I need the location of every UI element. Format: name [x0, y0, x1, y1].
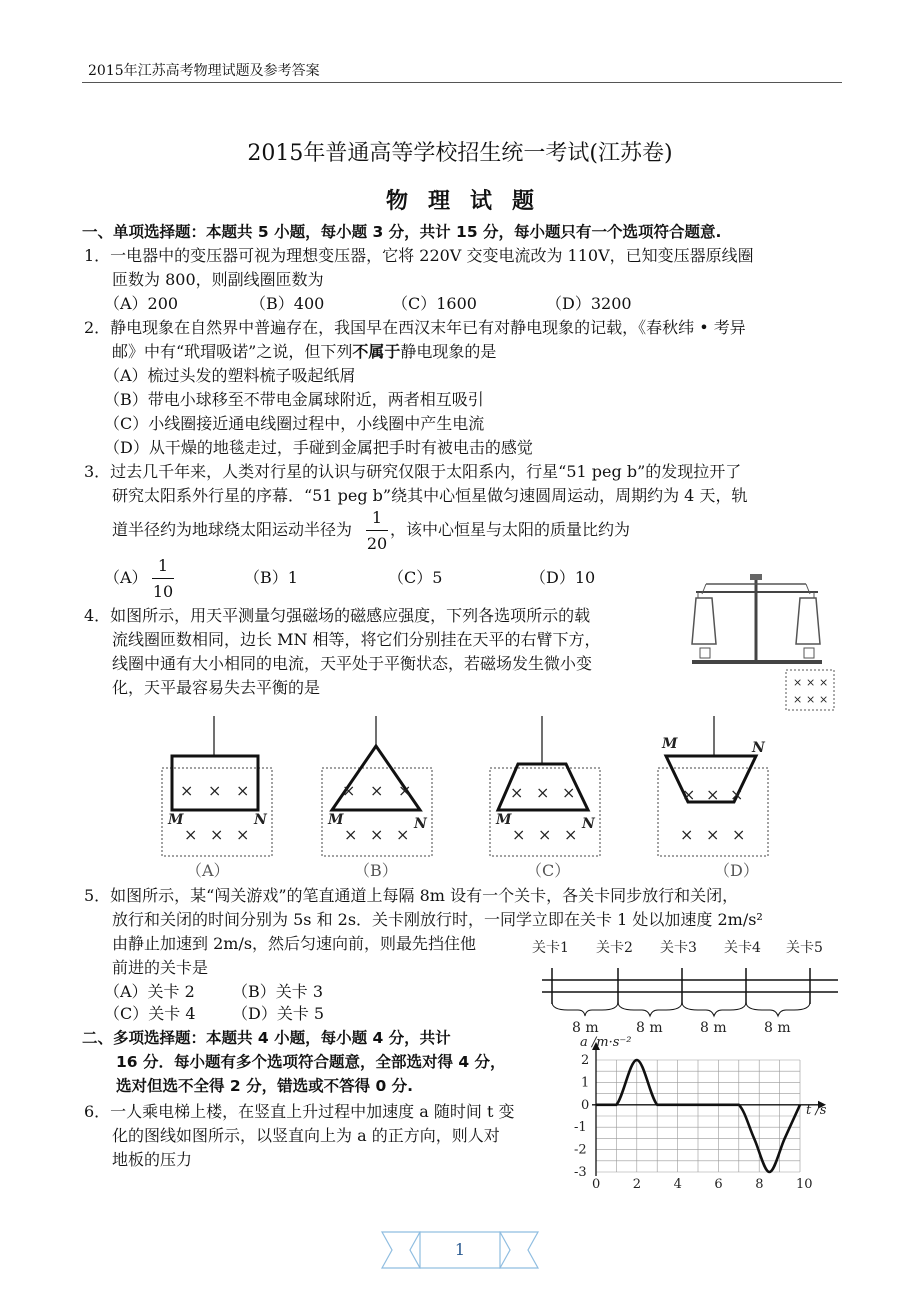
y-tick-label: -3: [574, 1165, 587, 1180]
field-mark: ×: [370, 825, 384, 844]
q2-option-a: （A）梳过头发的塑料梳子吸起纸屑: [104, 366, 356, 385]
q2-line1: 2．静电现象在自然界中普遍存在，我国早在西汉末年已有对静电现象的记载，《春秋纬 • 考异: [84, 318, 746, 337]
q1-option-d: （D）3200: [546, 294, 632, 313]
q6-line3: 地板的压力: [112, 1150, 193, 1169]
field-mark: ×: [564, 825, 578, 844]
header-rule: [82, 82, 842, 83]
gate-label-2: 关卡2: [596, 940, 633, 956]
exam-title: 2015年普通高等学校招生统一考试(江苏卷): [247, 141, 673, 166]
q2-option-c: （C）小线圈接近通电线圈过程中，小线圈中产生电流: [104, 414, 485, 433]
chart-x-label: t /s: [806, 1103, 827, 1118]
chart-tick-labels: [574, 1053, 813, 1192]
x-tick-label: 4: [673, 1177, 682, 1192]
coil-option-c-label: （C）: [526, 861, 571, 880]
q1-line1: 1．一电器中的变压器可视为理想变压器，它将 220V 交变电流改为 110V，已知变压器原线圈: [84, 246, 754, 265]
q3-option-a-den: 10: [152, 582, 174, 601]
y-tick-label: 2: [581, 1053, 590, 1068]
q2-option-d: （D）从干燥的地毯走过，手碰到金属把手时有被电击的感觉: [104, 438, 533, 457]
field-mark: ×: [184, 825, 198, 844]
chart-axes: [592, 1042, 826, 1176]
field-mark: ×: [512, 825, 526, 844]
y-tick-label: 1: [581, 1075, 590, 1091]
q5-line4: 前进的关卡是: [112, 958, 209, 977]
coil-option-c: [490, 716, 600, 880]
field-mark: ×: [806, 676, 816, 689]
label-n: N: [582, 816, 595, 832]
q3-frac-den: 20: [366, 534, 388, 553]
q1-option-c: （C）1600: [392, 294, 477, 313]
field-mark: ×: [819, 693, 829, 706]
label-m: M: [328, 812, 344, 828]
q5-line3: 由静止加速到 2m/s，然后匀速向前，则最先挡住他: [112, 934, 477, 953]
field-mark: ×: [236, 825, 250, 844]
q5-option-c: （C）关卡 4: [104, 1004, 196, 1023]
section2-line2: 16 分．每小题有多个选项符合题意，全部选对得 4 分，: [116, 1053, 506, 1071]
y-tick-label: -2: [574, 1142, 587, 1158]
gate-label-4: 关卡4: [724, 940, 761, 956]
field-mark: ×: [210, 825, 224, 844]
field-mark: ×: [793, 676, 803, 689]
q2-line2-c: 静电现象的是: [400, 342, 497, 361]
x-tick-label: 2: [632, 1177, 642, 1192]
field-mark: ×: [732, 825, 746, 844]
field-mark: ×: [562, 783, 576, 802]
q6-line2: 化的图线如图所示，以竖直向上为 a 的正方向，则人对: [112, 1126, 500, 1145]
section2-line1: 二、多项选择题：本题共 4 小题，每小题 4 分，共计: [82, 1029, 451, 1047]
balance-diagram: [684, 574, 840, 712]
q3-line3-a: 道半径约为地球绕太阳运动半径为: [112, 520, 353, 539]
q3-line2: 研究太阳系外行星的序幕．“51 peg b”绕其中心恒星做匀速圆周运动，周期约为 4 天，轨: [112, 486, 748, 505]
field-mark: ×: [706, 825, 720, 844]
gate-label-1: 关卡1: [532, 940, 569, 956]
gate-label-5: 关卡5: [786, 940, 823, 956]
y-tick-label: 0: [581, 1097, 590, 1113]
field-mark: ×: [706, 785, 720, 804]
spacing-label: 8 m: [764, 1020, 791, 1036]
spacing-label: 8 m: [636, 1020, 663, 1036]
acceleration-time-chart: [560, 1030, 836, 1196]
q4-line2: 流线圈匝数相同，边长 MN 相等，将它们分别挂在天平的右臂下方，: [112, 630, 601, 649]
page-number: 1: [454, 1240, 466, 1259]
x-tick-label: 10: [796, 1177, 813, 1192]
gate-label-3: 关卡3: [660, 940, 697, 956]
q3-option-c: （C）5: [388, 568, 443, 587]
field-mark: ×: [793, 693, 803, 706]
label-m: M: [496, 812, 512, 828]
q1-line2: 匝数为 800，则副线圈匝数为: [112, 270, 324, 289]
label-n: N: [254, 812, 267, 828]
field-mark: ×: [344, 825, 358, 844]
q3-option-b: （B）1: [244, 568, 298, 587]
q2-line2-a: 邮》中有“玳瑁吸诺”之说，但下列: [112, 342, 353, 361]
coil-options-diagram: [156, 714, 796, 884]
section1-heading: 一、单项选择题：本题共 5 小题，每小题 3 分，共计 15 分，每小题只有一个选项符合题意.: [82, 223, 722, 241]
q5-option-d: （D）关卡 5: [232, 1004, 325, 1023]
q2-line2: [112, 342, 496, 362]
q3-line3-b: ，该中心恒星与太阳的质量比约为: [390, 520, 631, 539]
label-n: N: [414, 816, 427, 832]
q5-line1: 5．如图所示，某“闯关游戏”的笔直通道上每隔 8m 设有一个关卡，各关卡同步放行和关闭，: [84, 886, 739, 905]
field-mark: ×: [342, 781, 356, 800]
q1-option-b: （B）400: [250, 294, 325, 313]
section2-line3: 选对但选不全得 2 分，错选或不答得 0 分.: [116, 1077, 414, 1095]
q3-option-a-label: （A）: [104, 568, 148, 587]
field-mark: ×: [398, 781, 412, 800]
field-mark: ×: [730, 785, 744, 804]
q4-line4: 化，天平最容易失去平衡的是: [112, 678, 321, 697]
coil-option-a: [162, 716, 272, 880]
field-mark: ×: [806, 693, 816, 706]
q3-option-d: （D）10: [530, 568, 596, 587]
q5-option-b: （B）关卡 3: [232, 982, 324, 1001]
q3-frac-bar: [366, 530, 388, 531]
spacing-label: 8 m: [572, 1020, 599, 1036]
q3-line1: 3．过去几千年来，人类对行星的认识与研究仅限于太阳系内，行星“51 peg b”的发现拉开了: [84, 462, 742, 481]
page-header: 2015年江苏高考物理试题及参考答案: [88, 63, 320, 79]
coil-option-d-label: （D）: [714, 861, 759, 880]
field-mark: ×: [180, 781, 194, 800]
field-mark: ×: [510, 783, 524, 802]
field-mark: ×: [236, 781, 250, 800]
q2-emphasis: 不属于: [352, 342, 401, 361]
coil-option-b: [322, 716, 432, 880]
spacing-label: 8 m: [700, 1020, 727, 1036]
label-n: N: [752, 740, 765, 756]
balance-field-marks: [793, 676, 828, 706]
x-tick-label: 6: [714, 1177, 723, 1192]
q5-line2: 放行和关闭的时间分别为 5s 和 2s．关卡刚放行时，一同学立即在关卡 1 处以加速度 2m/s²: [112, 910, 763, 929]
x-tick-label: 8: [755, 1177, 764, 1192]
field-mark: ×: [682, 785, 696, 804]
q1-option-a: （A）200: [104, 294, 179, 313]
exam-subtitle: 物理试题: [385, 188, 554, 214]
q4-line1: 4．如图所示，用天平测量匀强磁场的磁感应强度，下列各选项所示的载: [84, 606, 591, 625]
field-mark: ×: [819, 676, 829, 689]
q4-line3: 线圈中通有大小相同的电流，天平处于平衡状态，若磁场发生微小变: [112, 654, 593, 673]
label-m: M: [662, 736, 678, 752]
gates-diagram: [528, 934, 844, 1038]
coil-option-d: [658, 716, 768, 880]
y-tick-label: -1: [574, 1120, 587, 1136]
q3-option-a-num: 1: [157, 556, 169, 575]
q3-option-a-bar: [152, 578, 174, 579]
x-tick-label: 0: [592, 1177, 601, 1192]
field-mark: ×: [396, 825, 410, 844]
field-mark: ×: [536, 783, 550, 802]
coil-option-a-label: （A）: [186, 861, 230, 880]
field-mark: ×: [538, 825, 552, 844]
label-m: M: [168, 812, 184, 828]
field-mark: ×: [208, 781, 222, 800]
field-mark: ×: [370, 781, 384, 800]
q2-option-b: （B）带电小球移至不带电金属球附近，两者相互吸引: [104, 390, 484, 409]
q6-line1: 6．一人乘电梯上楼，在竖直上升过程中加速度 a 随时间 t 变: [84, 1102, 515, 1121]
q5-option-a: （A）关卡 2: [104, 982, 195, 1001]
q3-frac-num: 1: [371, 508, 383, 527]
field-mark: ×: [680, 825, 694, 844]
chart-y-label: a /m·s⁻²: [580, 1035, 632, 1050]
coil-option-b-label: （B）: [354, 861, 398, 880]
